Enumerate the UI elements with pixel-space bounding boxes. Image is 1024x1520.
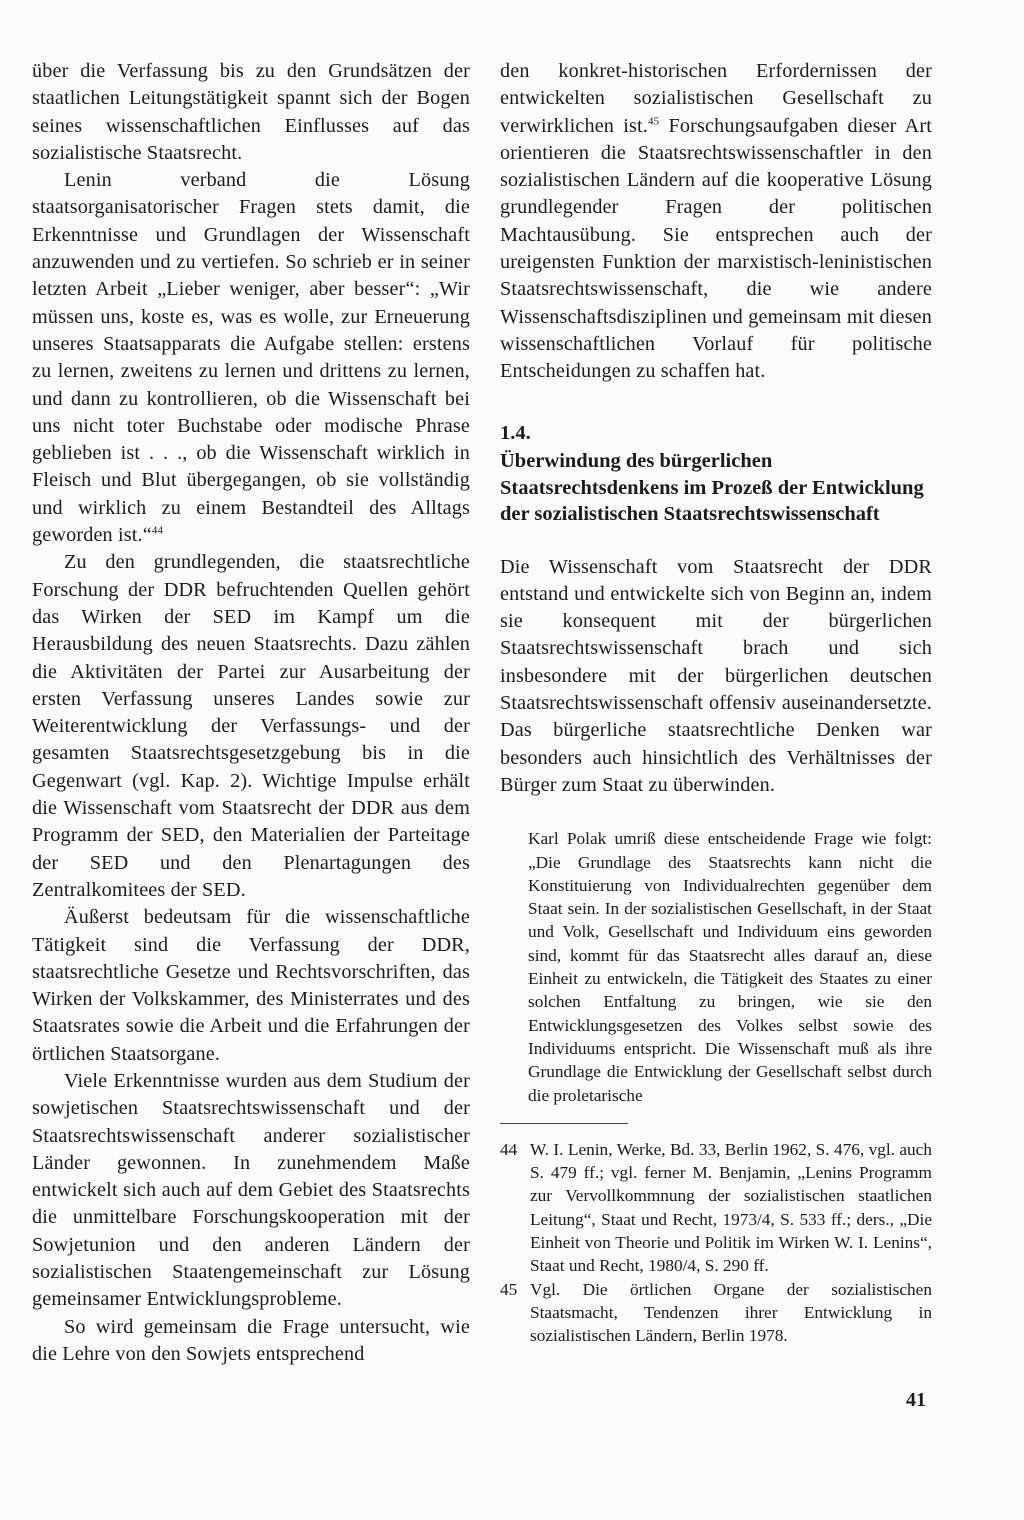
footnote-text: Vgl. Die örtlichen Organe der sozialistischen Staatsmacht, Tendenzen ihrer Entwicklung in sozialistischen Ländern, Berlin 1978.: [530, 1279, 932, 1346]
paragraph-1: über die Verfassung bis zu den Grundsätzen der staatlichen Leitungstätigkeit spannt sich der Bogen seines wissenschaftlichen Einflusses auf das sozialistische Staatsrecht.: [32, 60, 470, 164]
section-title: Überwindung des bürgerlichen Staatsrechtsdenkens im Prozeß der Entwicklung der sozialistischen Staatsrechtswissenschaft: [500, 450, 924, 526]
footnote-number: 44: [500, 1139, 518, 1159]
paragraph-3: Zu den grundlegenden, die staatsrechtliche Forschung der DDR befruchtenden Quellen gehört das Wirken der SED im Kampf um die Herausbildung des neuen Staatsrechts. Dazu zählen die Aktivitäten der Partei zur Ausarbeitung der ersten Verfassung unseres Landes sowie zur Weiterentwicklung der Verfassungs- und der gesamten Staatsrechtsgesetzgebung bis in die Gegenwart (vgl. Kap. 2). Wichtige Impulse erhält die Wissenschaft vom Staatsrecht der DDR aus dem Programm der SED, den Materialien der Parteitage der SED und den Plenartagungen des Zentralkomitees der SED.: [32, 551, 470, 901]
page-number: 41: [906, 1389, 926, 1411]
footnote-separator: [500, 1123, 628, 1124]
footnote-ref-44: 44: [151, 524, 164, 537]
footnote-ref-45: 45: [647, 114, 660, 127]
footnote-44: [500, 1138, 932, 1278]
paragraph-6: So wird gemeinsam die Frage untersucht, wie die Lehre von den Sowjets entsprechend: [32, 1315, 470, 1365]
continuation-text-b: Forschungsaufgaben dieser Art orientieren die Staatsrechtswissenschaftler in den sozialistischen Ländern auf die kooperative Lösung grundlegender Fragen der politischen Machtausübung. Sie entsprechen auch der ureigensten Funktion der marxistisch-leninistischen Staatsrechtswissenschaft, die wie andere Wissenschaftsdisziplinen und gemeinsam mit diesen wissenschaftlichen Vorlauf für politische Entscheidungen zu schaffen hat.: [500, 114, 932, 383]
continuation-text-a: den konkret-historischen Erfordernissen der entwickelten sozialistischen Gesellschaft zu verwirklichen ist.: [500, 60, 932, 137]
continuation-paragraph: [500, 58, 932, 386]
section-heading: [500, 420, 932, 528]
left-column: [32, 58, 470, 1368]
paragraph-2: [32, 167, 470, 549]
right-column: [500, 58, 932, 1347]
footnotes: [500, 1138, 932, 1348]
block-quote: Karl Polak umriß diese entscheidende Frage wie folgt: „Die Grundlage des Staatsrechts kann nicht die Konstituierung von Individualrechten gegenüber dem Staat sein. In der sozialistischen Gesellschaft, in der Staat und Volk, Gesellschaft und Individuum eins geworden sind, kommt für das Staatsrecht alles darauf an, diese Einheit zu entwickeln, die Tätigkeit des Staates zu einer solchen Entfaltung zu bringen, wie sie den Entwicklungsgesetzen des Volkes selbst sowie des Individuums entspricht. Die Wissenschaft muß als ihre Grundlage die Entwicklung der Gesellschaft selbst durch die proletarische: [528, 829, 932, 1105]
paragraph-2-text: Lenin verband die Lösung staatsorganisatorischer Fragen stets damit, die Erkenntnisse und Grundlagen der Wissenschaft anzuwenden und zu vertiefen. So schrieb er in seiner letzten Arbeit „Lieber weniger, aber besser“: „Wir müssen uns, koste es, was es wolle, zur Erneuerung unseres Staatsapparats die Aufgabe stellen: erstens zu lernen, zweitens zu lernen und drittens zu lernen, und dann zu kontrollieren, ob die Wissenschaft bei uns nicht toter Buchstabe oder modische Phrase geblieben ist . . ., ob die Wissenschaft wirklich in Fleisch und Blut übergegangen, ob sie vollständig und wirklich zu einem Bestandteil des Alltags geworden ist.“: [32, 169, 470, 547]
footnote-number: 45: [500, 1279, 518, 1299]
section-body: Die Wissenschaft vom Staatsrecht der DDR entstand und entwickelte sich von Beginn an, indem sie konsequent mit der bürgerlichen Staatsrechtswissenschaft brach und sich insbesondere mit der bürgerlichen deutschen Staatsrechtswissenschaft offensiv auseinandersetzte. Das bürgerliche staatsrechtliche Denken war besonders auch hinsichtlich des Verhältnisses der Bürger zum Staat zu überwinden.: [500, 555, 932, 796]
section-number: 1.4.: [500, 421, 531, 444]
paragraph-4: Äußerst bedeutsam für die wissenschaftliche Tätigkeit sind die Verfassung der DDR, staatsrechtliche Gesetze und Rechtsvorschriften, das Wirken der Volkskammer, des Ministerrates und des Staatsrates sowie die Arbeit und die Erfahrungen der örtlichen Staatsorgane.: [32, 906, 470, 1065]
paragraph-5: Viele Erkenntnisse wurden aus dem Studium der sowjetischen Staatsrechtswissenschaft und der Staatsrechtswissenschaft anderer sozialistischer Länder gewonnen. In zunehmendem Maße entwickelt sich auch auf dem Gebiet des Staatsrechts die unmittelbare Forschungskooperation mit der Sowjetunion und den anderen Ländern der sozialistischen Staatengemeinschaft zur Lösung gemeinsamer Entwicklungsprobleme.: [32, 1069, 470, 1311]
footnote-text: W. I. Lenin, Werke, Bd. 33, Berlin 1962, S. 476, vgl. auch S. 479 ff.; vgl. ferner M. Benjamin, „Lenins Programm zur Vervollkommnung der sozialistischen staatlichen Leitung“, Staat und Recht, 1973/4, S. 533 ff.; ders., „Die Einheit von Theorie und Politik im Wirken W. I. Lenins“, Staat und Recht, 1980/4, S. 290 ff.: [530, 1139, 932, 1276]
footnote-45: [500, 1278, 932, 1348]
